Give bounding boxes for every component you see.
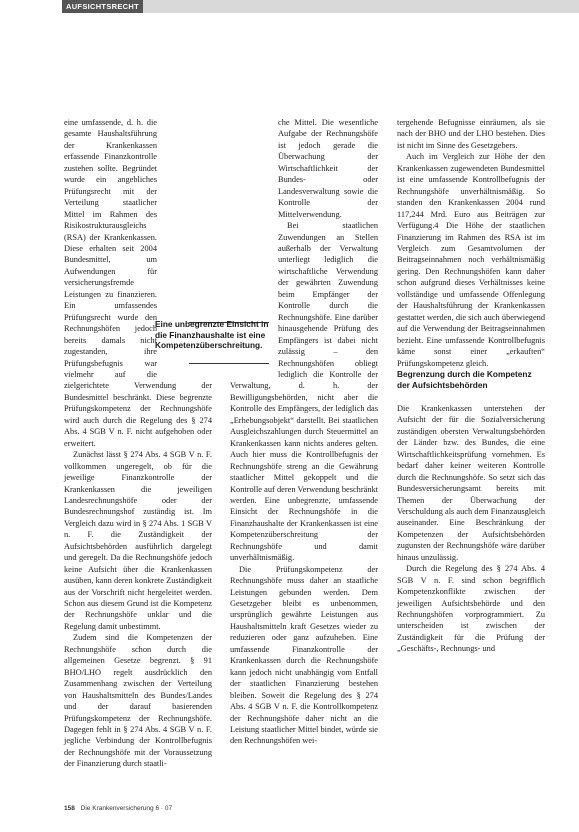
paragraph: Bei staatlichen Zuwendungen an Stellen außerhalb der Verwaltung unterliegt lediglich die wirtschaftliche Verwendung der gewährten Zuwendung beim Empfänger der Kontrolle durch die Rechnungshöfe. Eine darüber hinausgehende Prüfung des Empfängers ist dabei nicht zulässig – den Rechnungshöfen obliegt lediglich die Kontrolle der Verwaltung, d. h. der Bewilligungsbehörden, nicht aber die Kontrolle des Empfängers, der lediglich das „Erhebungsobjekt“ darstellt. Bei staatlichen Ausgleichszahlungen durch Steuermittel an Krankenkassen kann nichts anderes gelten. Auch hier muss die Kontrollbefugnis der Rechnungshöfe streng an die Gewährung staatlicher Mittel gekoppelt und die Kontrolle auf deren Verwendung beschränkt werden. Eine unbegrenzte, umfassende Einsicht der Rechnungshöfe in die Finanzhaushalte der Krankenkassen ist eine Kompetenzüberschreitung der Rechnungshöfe und damit unverhältnismäßig. (230, 221, 378, 563)
paragraph: tergehende Befugnisse einräumen, als sie nach der BHO und der LHO bestehen. Dies ist nicht im Sinne des Gesetzgebers. (397, 118, 545, 150)
section-label: AUFSICHTSRECHT (62, 0, 143, 13)
text-column-2 (230, 117, 378, 747)
paragraph: eine umfassende, d. h. die gesamte Haushaltsführung der Krankenkassen erfassende Finanzkontrolle zustehen sollte. Begründet wurde ein angebliches Prüfungsrecht mit der Verteilung staatlicher Mittel im Rahmen des Risikostrukturausgleichs (RSA) der Krankenkassen. Diese erhalten seit 2004 Bundesmittel, um Aufwendungen für versicherungsfremde Leistungen zu finanzieren. Ein umfassendes Prüfungsrecht wurde den Rechnungshöfen jedoch bereits damals nicht zugestanden, ihre Prüfungsbefugnis war vielmehr auf die zielgerichtete Verwendung der Bundesmittel beschränkt. Diese begrenzte Prüfungskompetenz der Rechnungshöfe wird auch durch die Regelung des § 274 Abs. 4 SGB V n. F. nicht aufgehoben oder erweitert. (64, 118, 212, 448)
paragraph: Zudem sind die Kompetenzen der Rechnungshöfe schon durch die allgemeinen Gesetze begrenzt. § 91 BHO/LHO regelt ausdrücklich den Zusammenhang zwischen der Verteilung von Haushaltsmitteln des Bundes/Landes und der darauf basierenden Prüfungskompetenz der Rechnungshöfe. Dagegen fehlt in § 274 Abs. 4 SGB V n. F. jegliche Verbindung der Kontrollbefugnis der Rechnungshöfe mit der Voraussetzung der Finanzierung durch staatli- (64, 633, 212, 769)
subheading: Begrenzung durch die Kompetenz der Aufsichtsbehörden (397, 368, 532, 391)
page-footer (64, 804, 172, 813)
text-column-3 (397, 117, 545, 655)
pull-quote-bottom-rule (189, 363, 269, 364)
paragraph: Die Prüfungskompetenz der Rechnungshöfe muss daher an staatliche Leistungen gebunden werden. Dem Gesetzgeber bleibt es unbenommen, ursprünglich gewährte Leistungen aus Haushaltsmitteln kraft Gesetzes wieder zu reduzieren oder ganz aufzuheben. Eine umfassende Finanzkontrolle der Krankenkassen durch die Rechnungshöfe kann jedoch nicht unabhängig vom Entfall der staatlichen Finanzierung bestehen bleiben. Soweit die Regelung des § 274 Abs. 4 SGB V n. F. die Kontrollkompetenz der Rechnungshöfe daher nicht an die Leistung staatlicher Mittel bindet, würde sie den Rechnungshöfen wei- (230, 564, 378, 746)
page-number: 158 (64, 805, 75, 812)
pull-quote: Eine unbegrenzte Einsicht in die Finanzhaushalte ist eine Kompetenzüberschreitung. (155, 319, 269, 351)
paragraph: Die Krankenkassen unterstehen der Aufsicht der für die Sozialversicherung zuständigen obersten Verwaltungsbehörden der Länder bzw. des Bundes, die eine Wirtschaftlichkeitsprüfung vornehmen. Es bedarf daher keiner weiteren Kontrolle durch die Rechnungshöfe. So setzt sich das Bundesversicherungsamt bereits mit Themen der Überwachung der Verschuldung als auch dem Finanzausgleich auseinander. Eine Beschränkung der Kompetenzen der Aufsichtsbehörden zugunsten der Rechnungshöfe wäre darüber hinaus unzulässig. (397, 403, 545, 562)
paragraph: che Mittel. Die wesentliche Aufgabe der Rechnungshöfe ist jedoch gerade die Überwachung der Wirtschaftlichkeit der Bundes- oder Landesverwaltung sowie die Kontrolle der Mittelverwendung. (278, 118, 378, 219)
text-column-1 (64, 117, 212, 770)
paragraph: Zunächst lässt § 274 Abs. 4 SGB V n. F. vollkommen ungeregelt, ob für die jeweilige Finanzkontrolle der Krankenkassen die jeweiligen Landesrechnungshöfe oder der Bundesrechnungshof zuständig ist. Im Vergleich dazu wird in § 274 Abs. 1 SGB V n. F. die Zuständigkeit der Aufsichtsbehörden ausführlich dargelegt und geregelt. Da die Rechnungshöfe jedoch keine Aufsicht über die Krankenkassen ausüben, kann deren konkrete Zuständigkeit aus der Vorschrift nicht hergeleitet werden. Schon aus diesem Grund ist die Kompetenz der Rechnungshöfe unklar und die Regelung damit unbestimmt. (64, 450, 212, 631)
paragraph: Auch im Vergleich zur Höhe der den Krankenkassen zugewendeten Bundesmittel ist eine umfassende Kontrollbefugnis der Rechnungshöfe unverhältnismäßig. So standen den Krankenkassen 2004 rund 117,244 Mrd. Euro aus Beiträgen zur Verfügung.4 Die Höhe der staatlichen Finanzierung im Rahmen des RSA ist im Vergleich zum Gesamtvolumen der Beitragseinnahmen noch verhältnismäßig gering. Den Rechnungshöfen kann daher schon aufgrund dieses Verhältnisses keine vollständige und umfassende Offenlegung der Haushaltsführung der Krankenkassen gestattet werden, die sich auch überwiegend auf die Verwendung der Beitragseinnahmen bezieht. Eine umfassende Kontrollbefugnis käme sonst einer „erkauften“ Prüfungskompetenz gleich. (397, 152, 545, 368)
paragraph: Durch die Regelung des § 274 Abs. 4 SGB V n. F. sind schon begrifflich Kompetenzkonflikte zwischen der jeweiligen Aufsichtsbehörde und den Rechnungshöfen vorprogrammiert. Zu unterscheiden ist zwischen der Zuständigkeit für die Prüfung der „Geschäfts-, Rechnungs- und (397, 564, 545, 654)
journal-name: Die Krankenversicherung 6 · 07 (80, 805, 173, 812)
